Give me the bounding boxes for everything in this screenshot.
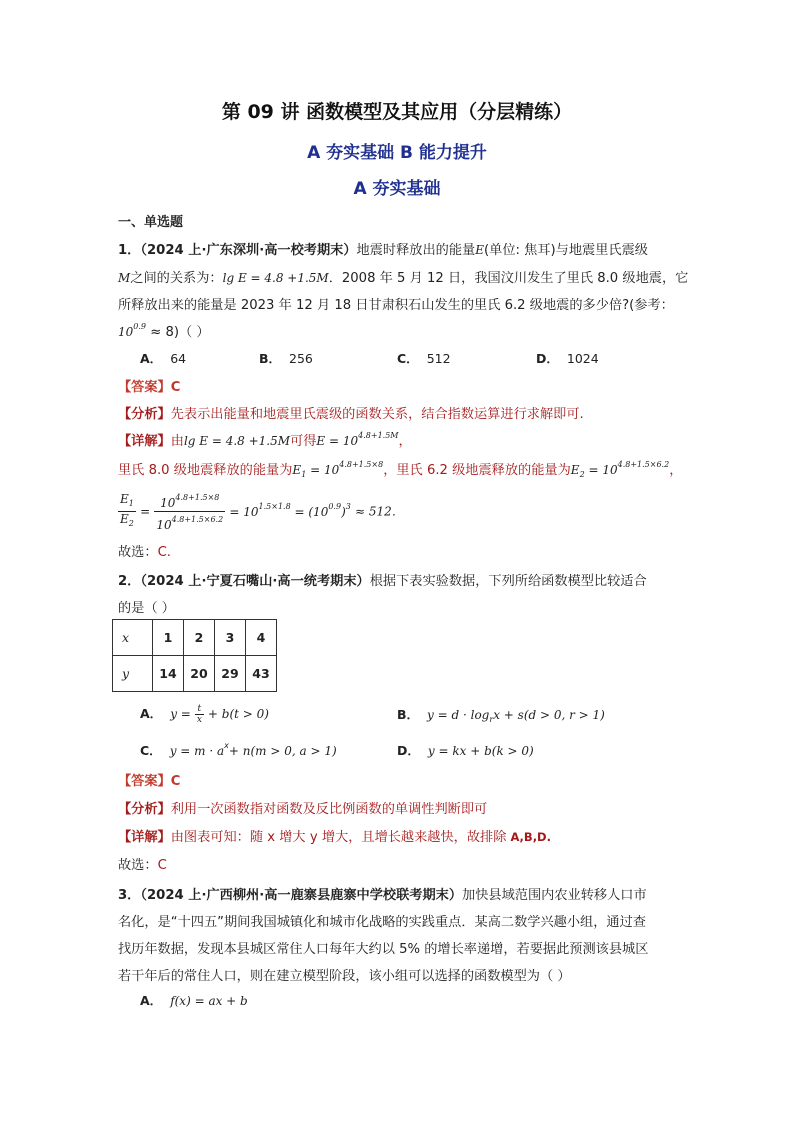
table-cell: x xyxy=(113,620,153,656)
q1-option-d[interactable]: D． 1024 xyxy=(536,351,599,366)
q1-line1: 1．（2024 上·广东深圳·高一校考期末）地震时释放出的能量E(单位: 焦耳)与地震里氏震级 xyxy=(118,243,648,258)
q2-data-table xyxy=(112,619,277,692)
q1-option-b[interactable]: B． 256 xyxy=(259,351,313,366)
q1-answer: 【答案】C xyxy=(118,380,181,395)
q2-answer: 【答案】C xyxy=(118,774,181,789)
q2-analysis: 【分析】利用一次函数指对函数及反比例函数的单调性判断即可 xyxy=(118,802,488,817)
q3-number: 3． xyxy=(118,888,141,903)
q2-line1: 2．（2024 上·宁夏石嘴山·高一统考期末）根据下表实验数据，下列所给函数模型比较适合 xyxy=(118,574,647,589)
q1-option-c[interactable]: C． 512 xyxy=(397,351,451,366)
q2-option-a[interactable]: A． y = $\frac{t}{x}$ + b(t > 0) xyxy=(140,704,269,725)
q1-detail-line3: $\frac{E_1}{E_2}$ = $\frac{10^{4.8+1.5\times 8}}{10^{4.8+1.5\times 6.2}}$ = $10^{1.5\times 1.8} = (10^{0.9})^3 \approx 512$． xyxy=(120,492,404,532)
level-subtitle: A 夯实基础 B 能力提升 xyxy=(307,143,487,163)
table-row xyxy=(113,656,277,692)
q2-option-b[interactable]: B． $y = d \cdot \log_rx + s(d > 0$, r > 1) xyxy=(397,707,605,724)
q2-option-d[interactable]: D． y = kx + b(k > 0) xyxy=(397,743,534,758)
table-cell: 4 xyxy=(246,620,277,656)
section-heading: 一、单选题 xyxy=(118,215,184,230)
table-cell: 43 xyxy=(246,656,277,692)
table-cell: 14 xyxy=(153,656,184,692)
q1-option-a[interactable]: A． 64 xyxy=(140,351,187,366)
q1-line2: M之间的关系为：lg E = 4.8 +1.5M．2008 年 5 月 12 日，我国汶川发生了里氏 8.0 级地震，它 xyxy=(118,271,689,286)
q1-line3: 所释放出来的能量是 2023 年 12 月 18 日甘肃积石山发生的里氏 6.2 级地震的多少倍?(参考： xyxy=(118,298,674,313)
q2-choose: 故选：C xyxy=(118,858,167,873)
q2-number: 2． xyxy=(118,574,141,589)
q1-source: （2024 上·广东深圳·高一校考期末） xyxy=(140,243,357,258)
table-cell: y xyxy=(113,656,153,692)
table-cell: 20 xyxy=(184,656,215,692)
q3-option-a[interactable]: A． f(x) = ax + b xyxy=(140,993,248,1008)
q1-formula: lg E = 4.8 +1.5M xyxy=(222,271,329,285)
section-subtitle: A 夯实基础 xyxy=(353,179,441,199)
q3-source: （2024 上·广西柳州·高一鹿寨县鹿寨中学校联考期末） xyxy=(140,888,463,903)
q3-line4: 若干年后的常住人口，则在建立模型阶段，该小组可以选择的函数模型为（ ） xyxy=(118,969,571,984)
q2-detail: 【详解】由图表可知：随 x 增大 y 增大，且增长越来越快，故排除 A,B,D. xyxy=(118,830,551,845)
table-cell: 29 xyxy=(215,656,246,692)
q1-line4: $10^{0.9} \approx 8$)（ ） xyxy=(118,322,210,340)
q1-detail-line2: 里氏 8.0 级地震释放的能量为$E_1 = 10^{4.8+1.5\times 8}$，里氏 6.2 级地震释放的能量为$E_2 = 10^{4.8+1.5\times 6.2}$， xyxy=(118,460,683,479)
q2-option-c[interactable]: C． $y = m \cdot a^x+ n(m > 0$, a > 1) xyxy=(140,741,337,758)
table-cell: 3 xyxy=(215,620,246,656)
q1-choose: 故选：C. xyxy=(118,545,171,560)
q1-detail-line1: 【详解】由lg E = 4.8 +1.5M可得$E = 10^{4.8+1.5M}$， xyxy=(118,431,412,449)
q3-line2: 名化，是“十四五”期间我国城镇化和城市化战略的实践重点．某高二数学兴趣小组，通过查 xyxy=(118,915,646,930)
page-title: 第 09 讲 函数模型及其应用（分层精练） xyxy=(221,101,573,123)
q2-line2: 的是（ ） xyxy=(118,601,175,616)
q3-line3: 找历年数据，发现本县城区常住人口每年大约以 5% 的增长率递增，若要据此预测该县城区 xyxy=(118,942,649,957)
q3-line1: 3．（2024 上·广西柳州·高一鹿寨县鹿寨中学校联考期末）加快县域范围内农业转移人口市 xyxy=(118,888,647,903)
q2-source: （2024 上·宁夏石嘴山·高一统考期末） xyxy=(140,574,370,589)
table-row xyxy=(113,620,277,656)
table-cell: 2 xyxy=(184,620,215,656)
q1-number: 1． xyxy=(118,243,141,258)
q1-analysis: 【分析】先表示出能量和地震里氏震级的函数关系，结合指数运算进行求解即可. xyxy=(118,407,584,422)
table-cell: 1 xyxy=(153,620,184,656)
